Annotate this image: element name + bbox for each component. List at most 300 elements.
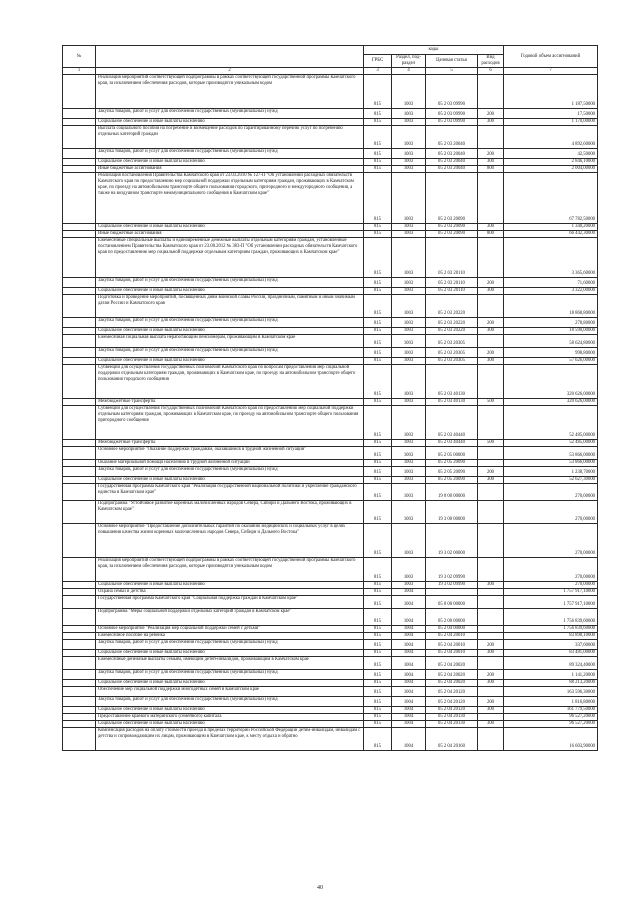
row-expense-type: 300 [478,477,504,484]
row-expense-type [478,335,504,348]
row-grbs: 815 [364,295,392,318]
row-number [63,328,96,335]
table-row [63,238,598,278]
row-description: Реализация постановления Правительства Камчатского края от 23.03.2010 № 127-П "Об установлении расходных обязательств Камчатского края по предоставлению мер социальной поддержки отдельным категориям граждан, проживающих в Камчатском крае, по проезду на автомобильном транспорте общего пользования городского, пригородного и междугородного сообщения, а также на воздушном транспорте межмуниципального сообщения в Камчатском крае" [96,173,364,224]
row-description: Подготовка и проведение мероприятий, посвященных дням воинской славы России, праздничным, памятным и иным значимым датам России и Камчатского края [96,295,364,318]
row-target-article: 05 2 03 20040 [426,126,478,149]
row-annual-sum: 1 141,20000 [504,670,598,680]
row-grbs: 815 [364,335,392,348]
row-razdel: 1004 [392,626,426,633]
header-description [96,46,364,68]
row-grbs: 815 [364,278,392,288]
row-number [63,288,96,295]
row-number [63,126,96,149]
row-target-article: 05 2 04 20020 [426,670,478,680]
row-annual-sum: 1 756 839,60000 [504,609,598,626]
row-description: Социальное обеспечение и иные выплаты населению [96,680,364,687]
row-annual-sum: 71,60000 [504,278,598,288]
row-grbs: 815 [364,721,392,728]
header-razdel: Раздел, под-раздел [392,55,426,68]
table-row [63,328,598,335]
row-target-article: 05 2 03 20110 [426,288,478,295]
row-description: Иные бюджетные ассигнования [96,231,364,238]
row-razdel: 1003 [392,224,426,231]
row-annual-sum: 52 627,30000 [504,477,598,484]
row-description: Субвенции для осуществления государственных полномочий Камчатского края по предоставлению мер социальной поддержки отдельным категориям граждан, проживающих в Камчатском крае, по проезду на автомобильном транспорте общего пользования пригородного сообщения [96,406,364,440]
row-number [63,358,96,365]
row-annual-sum: 58 624,80000 [504,335,598,348]
table-row [63,224,598,231]
row-number [63,447,96,460]
row-number [63,558,96,582]
row-grbs: 815 [364,460,392,467]
row-annual-sum: 320 626,00000 [504,399,598,406]
row-number [63,626,96,633]
row-razdel: 1003 [392,501,426,524]
row-expense-type: 200 [478,348,504,358]
row-target-article: 05 2 03 20040 [426,159,478,166]
row-expense-type [478,406,504,440]
row-razdel: 1004 [392,714,426,721]
row-razdel: 1003 [392,365,426,399]
row-expense-type: 300 [478,650,504,657]
row-description: Закупка товаров, работ и услуг для обеспечения государственных (муниципальных) нужд [96,640,364,650]
row-description: Социальное обеспечение и иные выплаты населению [96,224,364,231]
row-expense-type [478,657,504,670]
row-razdel: 1003 [392,126,426,149]
table-row [63,589,598,596]
table-row [63,501,598,524]
row-grbs: 815 [364,558,392,582]
row-expense-type: 300 [478,159,504,166]
row-description: Закупка товаров, работ и услуг для обеспечения государственных (муниципальных) нужд [96,697,364,707]
table-row [63,231,598,238]
row-razdel: 1004 [392,589,426,596]
row-target-article: 19 3 02 09990 [426,558,478,582]
table-row [63,109,598,119]
row-number [63,318,96,328]
row-number [63,721,96,728]
column-number: 6 [478,68,504,75]
row-expense-type [478,484,504,501]
row-grbs: 815 [364,231,392,238]
row-expense-type [478,238,504,278]
row-number [63,399,96,406]
row-razdel: 1004 [392,697,426,707]
row-grbs: 815 [364,173,392,224]
row-description: Закупка товаров, работ и услуг для обеспечения государственных (муниципальных) нужд [96,278,364,288]
row-target-article: 19 0 00 00000 [426,484,478,501]
row-number [63,633,96,640]
row-grbs: 815 [364,238,392,278]
row-grbs: 815 [364,714,392,721]
row-annual-sum: 278,80000 [504,318,598,328]
row-annual-sum: 1 170,00000 [504,119,598,126]
row-target-article: 05 2 03 09990 [426,75,478,109]
row-grbs: 815 [364,406,392,440]
row-number [63,295,96,318]
row-annual-sum: 998,80000 [504,348,598,358]
row-grbs: 815 [364,697,392,707]
row-grbs: 815 [364,166,392,173]
row-annual-sum: 17,50000 [504,109,598,119]
row-annual-sum: 1 756 839,60000 [504,626,598,633]
row-grbs: 815 [364,447,392,460]
row-annual-sum: 270,00000 [504,558,598,582]
row-expense-type [478,501,504,524]
row-description: Межбюджетные трансферты [96,440,364,447]
row-grbs: 815 [364,582,392,589]
row-number [63,728,96,751]
row-razdel: 1003 [392,440,426,447]
table-row [63,335,598,348]
row-number [63,278,96,288]
row-description: Ежемесячные специальные выплаты и единовременные денежные выплаты отдельным категориям граждан, установленные постановлением Правительства Камчатского края от 23.08.2012 № 383-П "Об установлении расходных обязательств Камчатского края по предоставлению мер социальной поддержки отдельным категориям граждан, проживающих в Камчатском крае" [96,238,364,278]
row-expense-type [478,460,504,467]
column-number: 1 [63,68,96,75]
row-target-article: 05 2 05 00000 [426,447,478,460]
row-grbs: 815 [364,224,392,231]
row-annual-sum: 67 782,50000 [504,173,598,224]
column-number: 7 [504,68,598,75]
table-row [63,365,598,399]
row-annual-sum: 52 485,00000 [504,440,598,447]
row-target-article: 05 2 03 20220 [426,295,478,318]
row-grbs: 815 [364,348,392,358]
row-number [63,477,96,484]
row-number [63,640,96,650]
row-target-article: 05 2 04 20130 [426,721,478,728]
row-expense-type [478,728,504,751]
row-expense-type: 300 [478,707,504,714]
row-description: Субвенции для осуществления государственных полномочий Камчатского края по вопросам предоставления мер социальной поддержки отдельным категориям граждан, проживающих в Камчатском крае, по проезду на автомобильном транспорте общего пользования городского сообщения [96,365,364,399]
row-number [63,159,96,166]
row-target-article: 05 2 03 20220 [426,318,478,328]
row-number [63,697,96,707]
row-description: Государственная программа Камчатского края "Социальная поддержка граждан в Камчатском крае" [96,596,364,609]
table-row [63,318,598,328]
row-grbs: 815 [364,609,392,626]
row-target-article: 05 2 04 20010 [426,640,478,650]
row-grbs: 815 [364,358,392,365]
table-row [63,278,598,288]
row-description: Государственная программа Камчатского края "Реализация государственной национальной политики и укрепление гражданского единства в Камчатском крае" [96,484,364,501]
row-description: Обеспечение мер социальной поддержки многодетных семей в Камчатском крае [96,687,364,697]
row-grbs: 815 [364,589,392,596]
table-row [63,484,598,501]
row-description: Реализация мероприятий соответствующей подпрограммы в рамках соответствующей государственной программы Камчатского края, за исключением обеспечения расходов, которые производятся уникальным кодом [96,558,364,582]
row-razdel: 1003 [392,75,426,109]
row-target-article: 05 2 03 20220 [426,328,478,335]
row-description: Подпрограмма "Устойчивое развитие коренных малочисленных народов Севера, Сибири и Дальнего Востока, проживающих в Камчатском крае" [96,501,364,524]
table-row [63,609,598,626]
row-description: Социальное обеспечение и иные выплаты населению [96,707,364,714]
row-razdel: 1003 [392,166,426,173]
row-description: Основное мероприятие "Предоставление дополнительных гарантий по оказанию медицинских и социальных услуг в целях повышения качества жизни коренных малочисленных народов Севера, Сибири и Дальнего Востока" [96,524,364,558]
row-expense-type: 200 [478,640,504,650]
row-expense-type: 300 [478,224,504,231]
table-row [63,680,598,687]
row-grbs: 815 [364,467,392,477]
row-number [63,484,96,501]
row-target-article: 05 2 00 00000 [426,609,478,626]
row-razdel: 1003 [392,335,426,348]
row-number [63,680,96,687]
row-target-article: 05 2 03 09990 [426,109,478,119]
row-target-article: 05 2 04 20010 [426,650,478,657]
row-expense-type: 300 [478,582,504,589]
row-grbs: 815 [364,75,392,109]
row-razdel: 1004 [392,721,426,728]
row-expense-type [478,714,504,721]
table-row [63,440,598,447]
row-razdel: 1003 [392,460,426,467]
row-expense-type: 200 [478,318,504,328]
row-description: Социальное обеспечение и иные выплаты населению [96,119,364,126]
row-target-article: 05 2 03 20040 [426,149,478,159]
row-number [63,582,96,589]
row-grbs: 815 [364,328,392,335]
row-number [63,75,96,109]
row-target-article: 05 2 03 20090 [426,173,478,224]
row-target-article: 05 2 03 40440 [426,406,478,440]
row-grbs: 815 [364,596,392,609]
row-razdel: 1004 [392,650,426,657]
table-row [63,126,598,149]
row-expense-type [478,126,504,149]
row-annual-sum: 270,00000 [504,582,598,589]
row-razdel: 1003 [392,399,426,406]
table-row [63,558,598,582]
row-target-article: 05 2 04 20120 [426,707,478,714]
row-expense-type: 200 [478,467,504,477]
table-row [63,633,598,640]
row-razdel: 1003 [392,295,426,318]
row-grbs: 815 [364,501,392,524]
table-row [63,640,598,650]
row-annual-sum: 83 481,00000 [504,650,598,657]
row-description: Закупка товаров, работ и услуг для обеспечения государственных (муниципальных) нужд [96,318,364,328]
row-razdel: 1003 [392,477,426,484]
row-target-article: 05 2 03 20305 [426,348,478,358]
row-target-article: 05 2 03 40440 [426,440,478,447]
column-number: 2 [96,68,364,75]
row-number [63,149,96,159]
row-number [63,687,96,697]
row-expense-type: 200 [478,670,504,680]
row-razdel: 1004 [392,680,426,687]
row-razdel: 1004 [392,633,426,640]
row-grbs: 815 [364,657,392,670]
row-grbs: 815 [364,477,392,484]
row-expense-type [478,687,504,697]
table-row [63,399,598,406]
row-annual-sum: 42,50000 [504,149,598,159]
row-description: Реализация мероприятий соответствующей подпрограммы в рамках соответствующей государственной программы Камчатского края, за исключением обеспечения расходов, которые производятся уникальным кодом [96,75,364,109]
row-annual-sum: 2 846,10000 [504,159,598,166]
row-number [63,335,96,348]
row-description: Подпрограмма "Меры социальной поддержки отдельных категорий граждан в Камчатском крае" [96,609,364,626]
table-row [63,460,598,467]
column-number: 3 [364,68,392,75]
row-expense-type [478,524,504,558]
row-target-article: 19 3 02 09990 [426,582,478,589]
row-description: Закупка товаров, работ и услуг для обеспечения государственных (муниципальных) нужд [96,670,364,680]
row-razdel: 1003 [392,358,426,365]
row-razdel: 1003 [392,558,426,582]
row-razdel: 1004 [392,657,426,670]
row-expense-type: 500 [478,440,504,447]
table-row [63,721,598,728]
row-number [63,596,96,609]
row-expense-type [478,75,504,109]
table-row [63,626,598,633]
row-expense-type [478,447,504,460]
row-description: Закупка товаров, работ и услуг для обеспечения государственных (муниципальных) нужд [96,467,364,477]
row-razdel: 1004 [392,640,426,650]
row-target-article: 05 2 04 20130 [426,714,478,721]
row-number [63,670,96,680]
row-description: Иные бюджетные ассигнования [96,166,364,173]
row-target-article: 19 3 00 00000 [426,501,478,524]
row-description: Социальное обеспечение и иные выплаты населению [96,477,364,484]
row-annual-sum: 53 866,00000 [504,447,598,460]
row-annual-sum: 88 213,20000 [504,680,598,687]
table-row [63,467,598,477]
row-annual-sum: 57 626,00000 [504,358,598,365]
row-razdel: 1003 [392,149,426,159]
row-annual-sum: 270,00000 [504,524,598,558]
table-row [63,348,598,358]
row-target-article: 05 2 04 20120 [426,697,478,707]
row-razdel: 1003 [392,348,426,358]
row-razdel: 1003 [392,406,426,440]
row-expense-type: 500 [478,399,504,406]
row-target-article: 05 2 03 40130 [426,399,478,406]
row-target-article: 05 2 03 20090 [426,224,478,231]
row-number [63,109,96,119]
row-razdel: 1003 [392,447,426,460]
row-target-article: 05 2 03 20110 [426,238,478,278]
row-target-article: 05 2 04 20010 [426,633,478,640]
row-annual-sum: 337,60000 [504,640,598,650]
row-annual-sum: 16 603,90000 [504,728,598,751]
row-number [63,707,96,714]
row-expense-type: 300 [478,328,504,335]
row-target-article: 05 2 03 20040 [426,166,478,173]
row-expense-type: 200 [478,109,504,119]
row-annual-sum: 1 757 917,10000 [504,589,598,596]
table-row [63,295,598,318]
row-number [63,406,96,440]
row-grbs: 815 [364,126,392,149]
table-row [63,173,598,224]
table-row [63,728,598,751]
row-description: Закупка товаров, работ и услуг для обеспечения государственных (муниципальных) нужд [96,109,364,119]
row-razdel: 1003 [392,328,426,335]
row-expense-type [478,365,504,399]
row-number [63,166,96,173]
row-grbs: 815 [364,318,392,328]
row-grbs: 815 [364,670,392,680]
row-razdel: 1003 [392,231,426,238]
row-expense-type [478,596,504,609]
row-description: Основное мероприятие "Оказание поддержки гражданам, оказавшимся в трудной жизненной ситуации" [96,447,364,460]
row-number [63,501,96,524]
row-description: Выплата социального пособия на погребение и возмещение расходов по гарантированному перечню услуг по погребению отдельных категорий граждан [96,126,364,149]
table-row [63,697,598,707]
row-grbs: 815 [364,288,392,295]
row-target-article [426,589,478,596]
row-expense-type [478,633,504,640]
row-number [63,348,96,358]
row-grbs: 815 [364,707,392,714]
row-grbs: 815 [364,399,392,406]
row-expense-type [478,173,504,224]
row-annual-sum: 53 866,00000 [504,460,598,467]
row-grbs: 815 [364,633,392,640]
row-expense-type: 800 [478,166,504,173]
row-target-article: 05 2 05 20090 [426,460,478,467]
row-description: Межбюджетные трансферты [96,399,364,406]
row-grbs: 815 [364,484,392,501]
row-target-article: 05 0 00 00000 [426,596,478,609]
row-target-article: 05 2 03 20305 [426,335,478,348]
table-row [63,358,598,365]
row-razdel: 1004 [392,596,426,609]
row-description: Компенсация расходов на оплату стоимости проезда в пределах территории Российской Федерации детям-инвалидам, инвалидам с детства и сопровождающим их лицам, проживающим в Камчатском крае, к месту отдыха и обратно [96,728,364,751]
row-annual-sum: 2 004,00000 [504,166,598,173]
row-description: Основное мероприятие "Реализация мер социальной поддержки семей с детьми" [96,626,364,633]
row-grbs: 815 [364,626,392,633]
row-number [63,589,96,596]
row-description: Ежемесячное пособие на ребенка [96,633,364,640]
row-number [63,173,96,224]
row-target-article: 05 2 03 20090 [426,231,478,238]
column-number: 4 [392,68,426,75]
row-annual-sum: 161 779,50000 [504,707,598,714]
row-annual-sum: 270,00000 [504,484,598,501]
row-description: Закупка товаров, работ и услуг для обеспечения государственных (муниципальных) нужд [96,348,364,358]
row-razdel: 1003 [392,238,426,278]
table-row [63,524,598,558]
row-description: Социальное обеспечение и иные выплаты населению [96,328,364,335]
row-target-article: 05 2 04 00000 [426,626,478,633]
row-expense-type: 300 [478,358,504,365]
table-row [63,406,598,440]
row-description: Социальное обеспечение и иные выплаты населению [96,358,364,365]
budget-table-sheet [62,45,597,751]
table-row [63,288,598,295]
row-description: Социальное обеспечение и иные выплаты населению [96,582,364,589]
row-annual-sum: 320 626,00000 [504,365,598,399]
row-number [63,714,96,721]
header-codes: коды [364,46,504,55]
row-description: Оказание материальной помощи населению в трудной жизненной ситуации [96,460,364,467]
row-target-article: 19 3 02 00000 [426,524,478,558]
header-annual-sum: Годовой объем ассигнований [504,46,598,68]
row-expense-type [478,626,504,633]
row-razdel: 1003 [392,484,426,501]
row-expense-type: 800 [478,231,504,238]
row-target-article: 05 2 05 20090 [426,477,478,484]
row-razdel: 1003 [392,159,426,166]
table-row [63,714,598,721]
row-target-article: 05 2 03 40130 [426,365,478,399]
table-row [63,166,598,173]
row-razdel: 1003 [392,318,426,328]
row-target-article: 05 2 04 20020 [426,657,478,670]
